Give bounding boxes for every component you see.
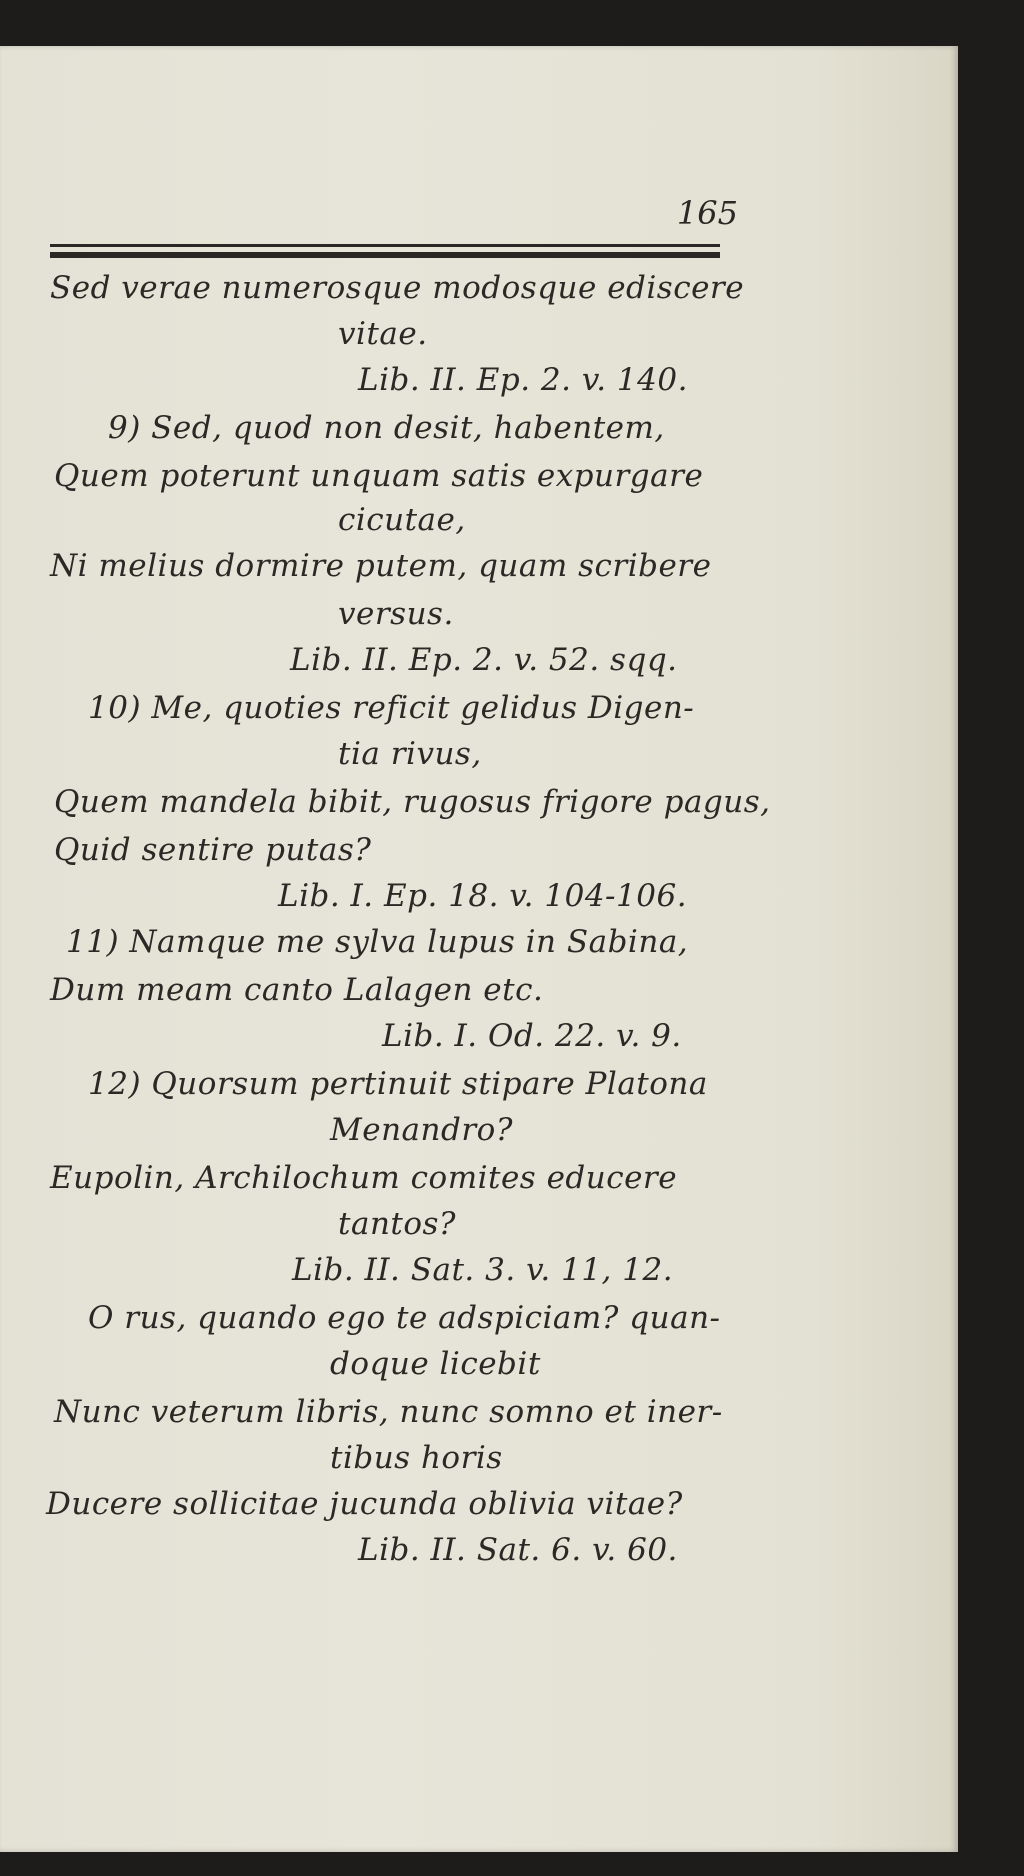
page-sheet: [0, 46, 958, 1852]
header-rule-thick: [50, 252, 720, 258]
text-line: Ni melius dormire putem, quam scribere: [50, 548, 712, 584]
text-line: Menandro?: [330, 1112, 513, 1148]
text-line: versus.: [338, 596, 454, 632]
text-line: 10) Me, quoties reficit gelidus Digen-: [88, 690, 695, 726]
text-line: 12) Quorsum pertinuit stipare Platona: [88, 1066, 708, 1102]
page-number: 165: [676, 194, 738, 232]
text-line: Quem mandela bibit, rugosus frigore pagus,: [54, 784, 771, 820]
citation-line: Lib. I. Ep. 18. v. 104-106.: [278, 878, 688, 914]
citation-line: Lib. I. Od. 22. v. 9.: [382, 1018, 682, 1054]
text-line: doque licebit: [330, 1346, 541, 1382]
text-line: tibus horis: [330, 1440, 503, 1476]
header-rule-thin: [50, 244, 720, 247]
citation-line: Lib. II. Sat. 6. v. 60.: [358, 1532, 678, 1568]
text-line: 11) Namque me sylva lupus in Sabina,: [66, 924, 689, 960]
text-line: Eupolin, Archilochum comites educere: [50, 1160, 678, 1196]
text-line: 9) Sed, quod non desit, habentem,: [108, 410, 665, 446]
citation-line: Lib. II. Ep. 2. v. 52. sqq.: [290, 642, 678, 678]
citation-line: Lib. II. Sat. 3. v. 11, 12.: [292, 1252, 674, 1288]
text-line: Ducere sollicitae jucunda oblivia vitae?: [46, 1486, 683, 1522]
text-line: Dum meam canto Lalagen etc.: [50, 972, 544, 1008]
text-line: cicutae,: [338, 502, 466, 538]
citation-line: Lib. II. Ep. 2. v. 140.: [358, 362, 688, 398]
text-line: vitae.: [338, 316, 428, 352]
text-line: tia rivus,: [338, 736, 482, 772]
text-line: tantos?: [338, 1206, 457, 1242]
text-line: Quid sentire putas?: [54, 832, 372, 868]
text-line: Nunc veterum libris, nunc somno et iner-: [54, 1394, 723, 1430]
text-line: Quem poterunt unquam satis expurgare: [54, 458, 704, 494]
text-line: Sed verae numerosque modosque ediscere: [50, 270, 745, 306]
text-line: O rus, quando ego te adspiciam? quan-: [88, 1300, 721, 1336]
